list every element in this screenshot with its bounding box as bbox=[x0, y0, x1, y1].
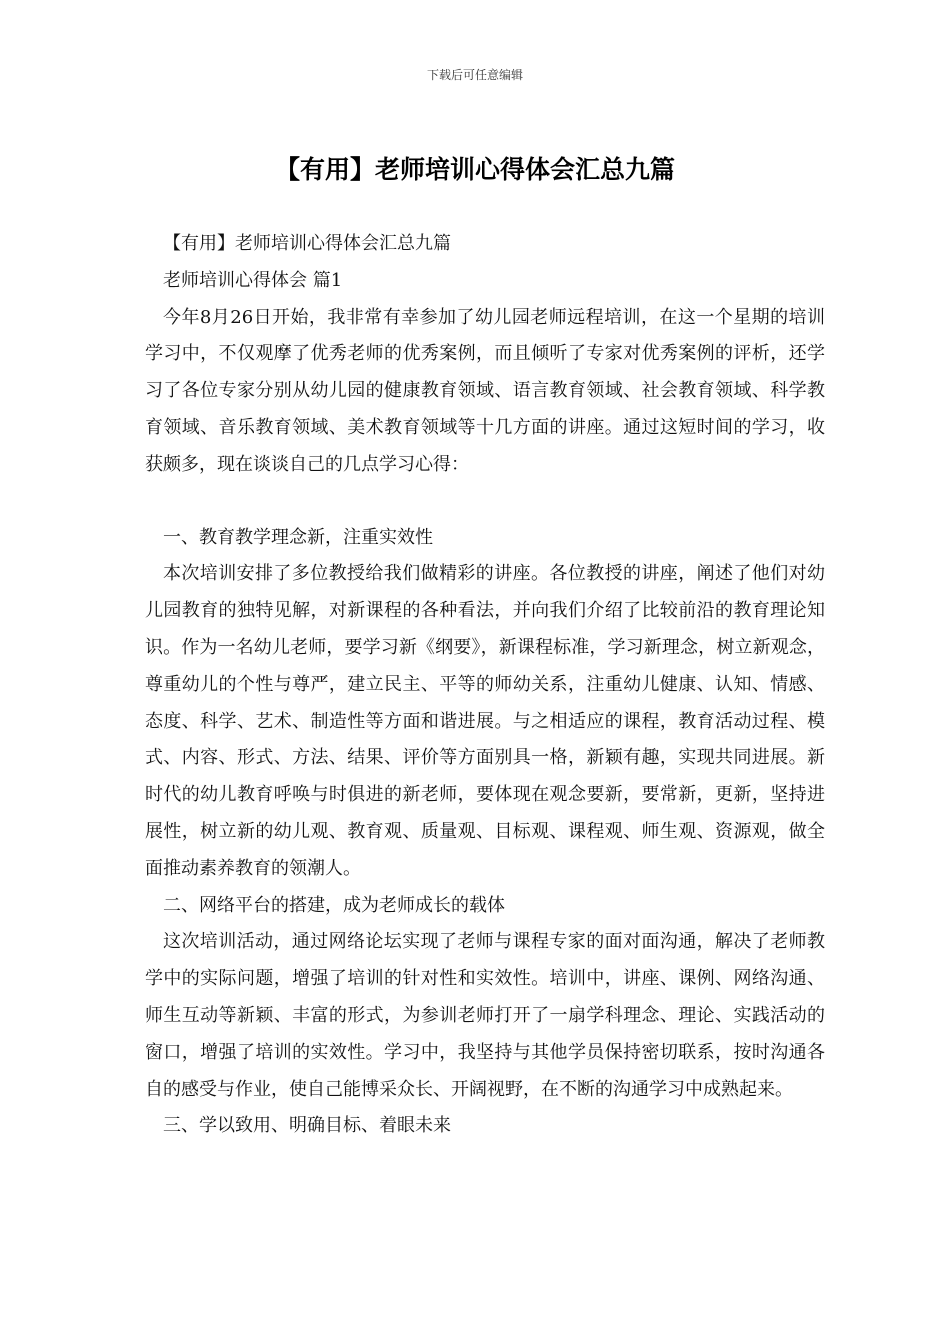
document-title: 【有用】老师培训心得体会汇总九篇 bbox=[274, 155, 675, 184]
paragraph-body-2: 这次培训活动，通过网络论坛实现了老师与课程专家的面对面沟通，解决了老师教学中的实际问题，增强了培训的针对性和实效性。培训中，讲座、课例、网络沟通、师生互动等新颖、丰富的形式，为参训老师打开了一扇学科理念、理论、实践活动的窗口，增强了培训的实效性。学习中，我坚持与其他学员保持密切联系，按时沟通各自的感受与作业，使自己能博采众长、开阔视野，在不断的沟通学习中成熟起来。 bbox=[145, 931, 825, 1100]
paragraph-heading-2: 二、网络平台的搭建，成为老师成长的载体 bbox=[163, 894, 505, 916]
paragraph-section-heading: 老师培训心得体会 篇1 bbox=[163, 269, 343, 291]
paragraph-title-repeat: 【有用】老师培训心得体会汇总九篇 bbox=[163, 233, 451, 254]
paragraph-heading-1: 一、教育教学理念新，注重实效性 bbox=[163, 526, 433, 548]
paragraph-heading-3: 三、学以致用、明确目标、着眼未来 bbox=[163, 1115, 451, 1137]
paragraph-body-1: 本次培训安排了多位教授给我们做精彩的讲座。各位教授的讲座，阐述了他们对幼儿园教育的独特见解，对新课程的各种看法，并向我们介绍了比较前沿的教育理论知识。作为一名幼儿老师，要学习新《纲要》，新课程标准，学习新理念，树立新观念，尊重幼儿的个性与尊严，建立民主、平等的师幼关系，注重幼儿健康、认知、情感、态度、科学、艺术、制造性等方面和谐进展。与之相适应的课程，教育活动过程、模式、内容、形式、方法、结果、评价等方面别具一格，新颖有趣，实现共同进展。新时代的幼儿教育呼唤与时俱进的新老师，要体现在观念要新，要常新，更新，坚持进展性，树立新的幼儿观、教育观、质量观、目标观、课程观、师生观、资源观，做全面推动素养教育的领潮人。 bbox=[145, 563, 825, 879]
header-note: 下载后可任意编辑 bbox=[426, 68, 523, 82]
paragraph-intro: 今年8月26日开始，我非常有幸参加了幼儿园老师远程培训，在这一个星期的培训学习中，不仅观摩了优秀老师的优秀案例，而且倾听了专家对优秀案例的评析，还学习了各位专家分别从幼儿园的健康教育领域、语言教育领域、社会教育领域、科学教育领域、音乐教育领域、美术教育领域等十几方面的讲座。通过这短时间的学习，收获颇多，现在谈谈自己的几点学习心得： bbox=[145, 306, 825, 475]
document-body bbox=[145, 226, 825, 1145]
